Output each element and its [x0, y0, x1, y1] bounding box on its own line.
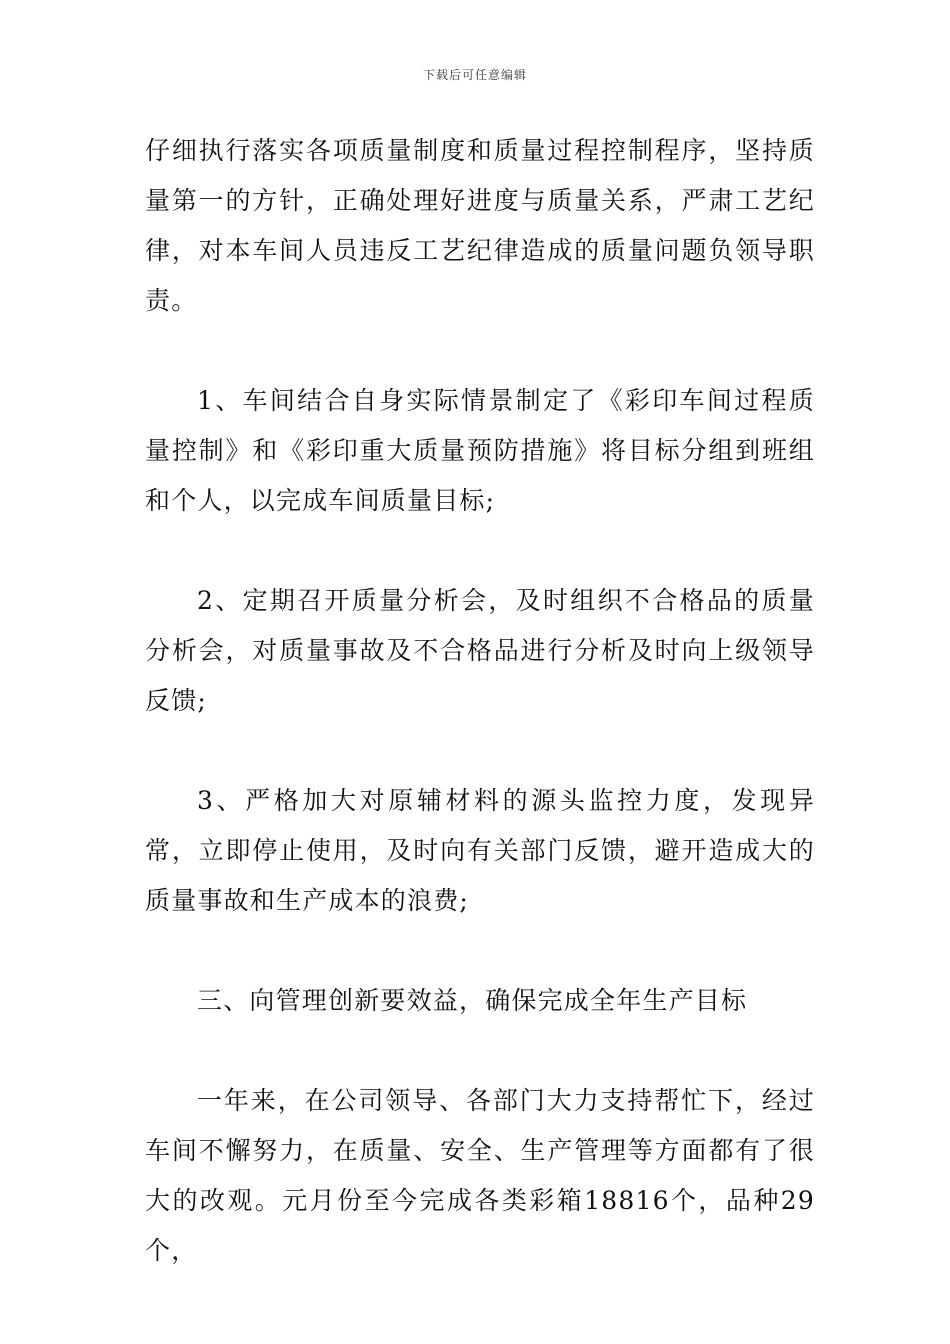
paragraph-annual-summary: 一年来，在公司领导、各部门大力支持帮忙下，经过车间不懈努力，在质量、安全、生产管理等方面都有了很大的改观。元月份至今完成各类彩箱18816个，品种29个，: [145, 1086, 815, 1265]
document-body: [145, 126, 815, 1326]
paragraph-item-3: 3、严格加大对原辅材料的源头监控力度，发现异常，立即停止使用，及时向有关部门反馈，避开造成大的质量事故和生产成本的浪费;: [145, 786, 815, 915]
paragraph-item-1: 1、车间结合自身实际情景制定了《彩印车间过程质量控制》和《彩印重大质量预防措施》将目标分组到班组和个人，以完成车间质量目标;: [145, 386, 815, 515]
paragraph-quality-duties: 仔细执行落实各项质量制度和质量过程控制程序，坚持质量第一的方针，正确处理好进度与质量关系，严肃工艺纪律，对本车间人员违反工艺纪律造成的质量问题负领导职责。: [145, 136, 815, 315]
paragraph-item-2: 2、定期召开质量分析会，及时组织不合格品的质量分析会，对质量事故及不合格品进行分析及时向上级领导反馈;: [145, 586, 815, 715]
section-heading-3: 三、向管理创新要效益，确保完成全年生产目标: [197, 986, 748, 1015]
header-note: 下载后可任意编辑: [422, 68, 527, 82]
